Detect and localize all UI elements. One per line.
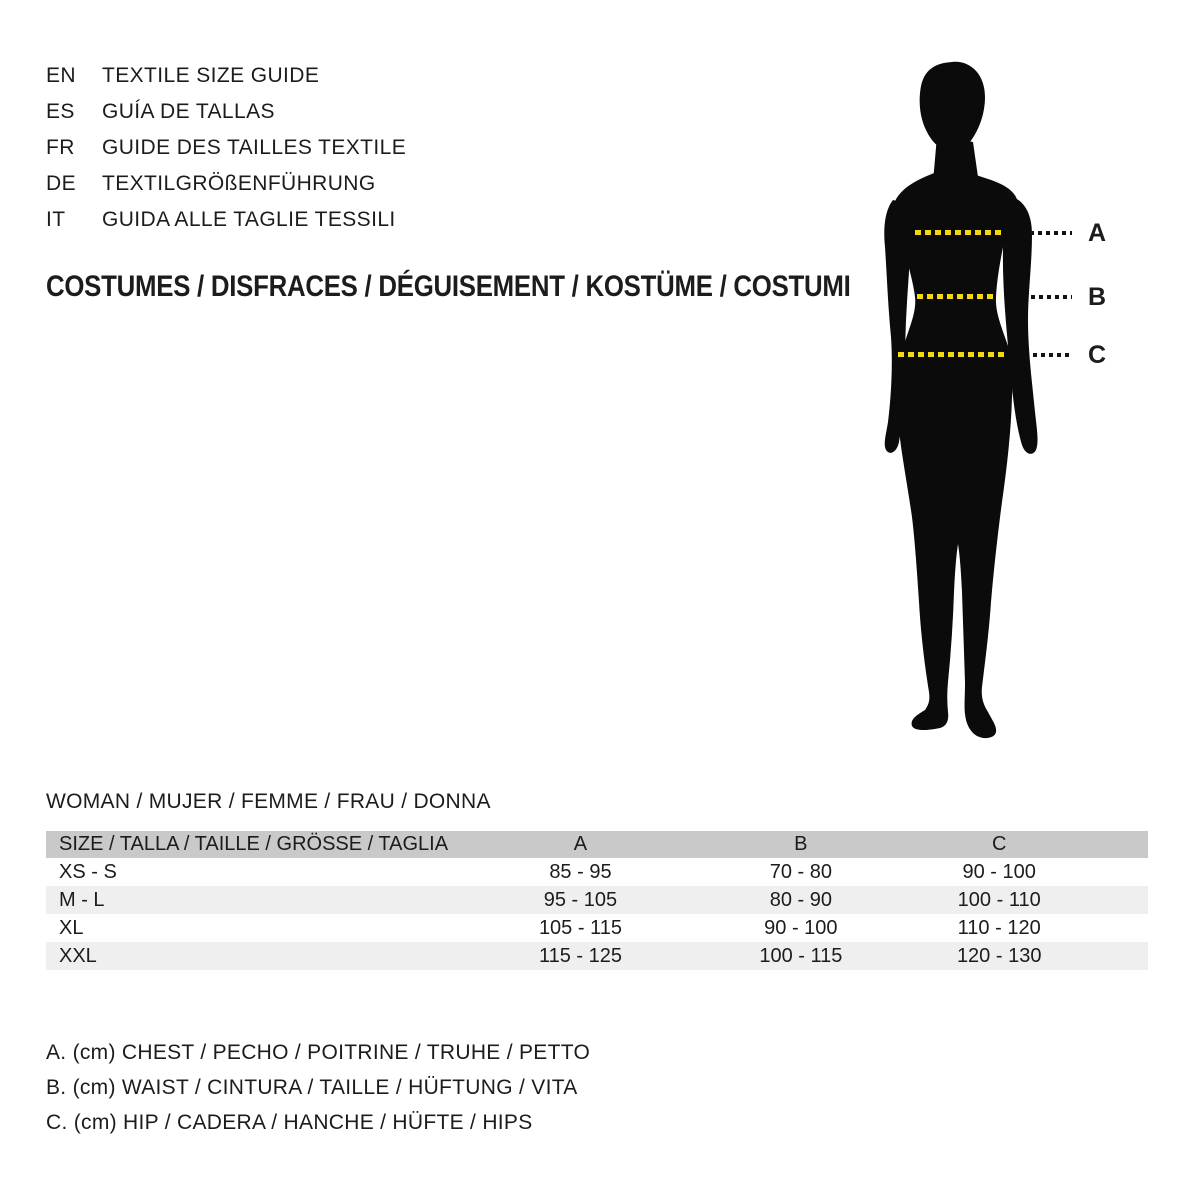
table-row-m-l [46,886,1148,914]
cell-hip: 110 - 120 [957,916,1041,939]
woman-silhouette [855,52,1055,752]
language-row-fr [46,130,406,166]
size-table-title: WOMAN / MUJER / FEMME / FRAU / DONNA [46,790,491,813]
measurement-legend [46,1035,590,1140]
language-list [46,58,406,238]
header-cell-size: SIZE / TALLA / TAILLE / GRÖSSE / TAGLIA [59,833,449,855]
table-row-xs-s [46,858,1148,886]
size-table-header-row [46,831,1148,858]
language-title: TEXTILE SIZE GUIDE [102,64,320,87]
language-title: GUIDA ALLE TAGLIE TESSILI [102,208,396,231]
size-table [46,831,1148,970]
header-cell-a: A [573,833,588,855]
cell-waist: 70 - 80 [769,860,832,883]
language-title: GUÍA DE TALLAS [102,100,275,123]
legend-line-chest: A. (cm) CHEST / PECHO / POITRINE / TRUHE / PETTO [46,1041,591,1064]
language-code: DE [46,172,76,195]
measure-label-b: B [1087,283,1107,311]
cell-chest: 115 - 125 [538,944,622,967]
hip-measure-dash [898,352,1008,357]
measure-label-c: C [1087,341,1107,369]
hip-leader-dots [1033,353,1072,357]
cell-size: M - L [59,888,105,911]
waist-leader-dots [1031,295,1072,299]
cell-hip: 120 - 130 [956,944,1042,967]
language-row-es [46,94,406,130]
cell-hip: 100 - 110 [957,888,1041,911]
cell-size: XXL [59,944,97,967]
header-cell-c: C [991,833,1007,855]
cell-hip: 90 - 100 [962,860,1036,883]
language-code: EN [46,64,76,87]
language-code: ES [46,100,75,123]
chest-measure-dash [915,230,1005,235]
language-title: GUIDE DES TAILLES TEXTILE [102,136,407,159]
language-title: TEXTILGRÖßENFÜHRUNG [102,172,376,195]
legend-line-waist: B. (cm) WAIST / CINTURA / TAILLE / HÜFTUNG / VITA [46,1076,578,1099]
table-row-xl [46,914,1148,942]
category-heading: COSTUMES / DISFRACES / DÉGUISEMENT / KOSTÜME / COSTUMI [46,270,851,303]
chest-leader-dots [1030,231,1072,235]
table-row-xxl [46,942,1148,970]
legend-line-hip: C. (cm) HIP / CADERA / HANCHE / HÜFTE / HIPS [46,1111,533,1134]
cell-size: XS - S [59,860,117,883]
cell-size: XL [59,916,84,939]
cell-waist: 80 - 90 [769,888,832,911]
measure-label-a: A [1087,219,1107,247]
language-row-it [46,202,406,238]
language-code: IT [46,208,66,231]
language-row-en [46,58,406,94]
cell-chest: 105 - 115 [538,916,622,939]
language-code: FR [46,136,75,159]
language-row-de [46,166,406,202]
waist-measure-dash [917,294,997,299]
cell-waist: 100 - 115 [759,944,843,967]
header-cell-b: B [794,833,808,855]
cell-chest: 95 - 105 [543,888,618,911]
cell-chest: 85 - 95 [549,860,612,883]
cell-waist: 90 - 100 [764,916,838,939]
